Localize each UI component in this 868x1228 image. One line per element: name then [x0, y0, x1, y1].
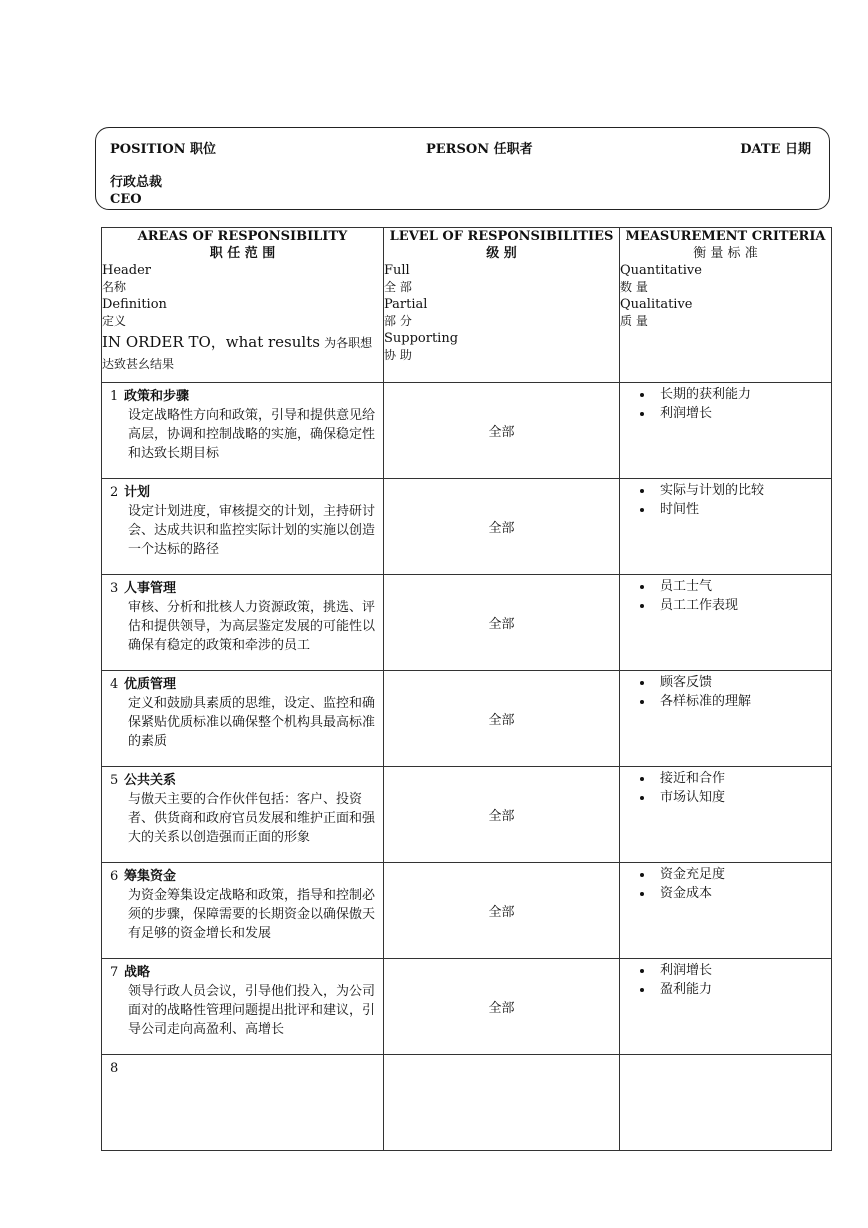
criteria-cell: [620, 1055, 832, 1151]
position-title: [110, 174, 162, 208]
level-cell: [384, 1055, 620, 1151]
criteria-cell: [620, 479, 832, 575]
criteria-list: [620, 961, 831, 999]
header-criteria-title-cn: 衡 量 标 准: [693, 246, 758, 261]
header-areas: [102, 228, 384, 383]
criteria-item: • 接近和合作: [654, 769, 831, 788]
area-number: 7: [110, 965, 119, 980]
area-number: 6: [110, 869, 119, 884]
criteria-item: • 长期的获利能力: [654, 385, 831, 404]
header-line: 数 量: [620, 280, 648, 294]
level-cell: [384, 575, 620, 671]
header-line: Definition: [102, 297, 167, 312]
header-line: 质 量: [620, 314, 648, 328]
header-criteria: [620, 228, 832, 383]
header-areas-title-cn: 职 任 范 围: [209, 246, 276, 261]
level-value: 全部: [488, 809, 515, 824]
area-number: 2: [110, 485, 119, 500]
area-description: 审核、分析和批核人力资源政策，挑选、评估和提供领导，为高层鉴定发展的可能性以确保有稳定的政策和牵涉的员工: [128, 600, 376, 653]
table-row: [102, 767, 832, 863]
area-title: 人事管理: [124, 581, 177, 596]
header-areas-title-en: AREAS OF RESPONSIBILITY: [137, 229, 348, 244]
area-title: 战略: [124, 965, 151, 980]
header-order-to: [102, 332, 383, 375]
criteria-list: [620, 577, 831, 615]
header-line: Header: [102, 263, 152, 278]
level-cell: [384, 671, 620, 767]
criteria-item: • 利润增长: [654, 961, 831, 980]
area-number: 4: [110, 677, 119, 692]
criteria-list: [620, 865, 831, 903]
area-title: 政策和步骤: [124, 389, 190, 404]
criteria-item: • 员工工作表现: [654, 596, 831, 615]
area-title: 筹集资金: [124, 869, 177, 884]
criteria-item: • 利润增长: [654, 404, 831, 423]
area-description: 定义和鼓励具素质的思维，设定、监控和确保紧贴优质标准以确保整个机构具最高标准的素质: [128, 696, 376, 749]
level-value: 全部: [488, 425, 515, 440]
criteria-cell: [620, 671, 832, 767]
position-title-cn: 行政总裁: [110, 175, 163, 190]
responsibility-table: [101, 227, 832, 1151]
criteria-item: • 时间性: [654, 500, 831, 519]
criteria-cell: [620, 767, 832, 863]
area-cell: [102, 1055, 384, 1151]
level-cell: [384, 767, 620, 863]
level-cell: [384, 863, 620, 959]
area-number: 1: [110, 389, 119, 404]
person-label: PERSON 任职者: [426, 142, 533, 157]
area-cell: [102, 767, 384, 863]
criteria-item: • 盈利能力: [654, 980, 831, 999]
area-cell: [102, 479, 384, 575]
area-description: 领导行政人员会议，引导他们投入，为公司面对的战略性管理问题提出批评和建议，引导公司走向高盈利、高增长: [128, 984, 376, 1037]
area-title: 公共关系: [124, 773, 177, 788]
criteria-list: [620, 481, 831, 519]
table-row: [102, 1055, 832, 1151]
area-number: 8: [110, 1061, 119, 1076]
criteria-item: • 各样标准的理解: [654, 692, 831, 711]
criteria-item: • 资金成本: [654, 884, 831, 903]
area-title: 优质管理: [124, 677, 177, 692]
area-cell: [102, 959, 384, 1055]
criteria-list: [620, 673, 831, 711]
criteria-item: • 资金充足度: [654, 865, 831, 884]
header-level-title-en: LEVEL OF RESPONSIBILITIES: [389, 229, 614, 244]
table-row: [102, 479, 832, 575]
level-value: 全部: [488, 617, 515, 632]
level-value: 全部: [488, 521, 515, 536]
level-value: 全部: [488, 1001, 515, 1016]
criteria-cell: [620, 959, 832, 1055]
header-line: Partial: [384, 297, 428, 312]
criteria-cell: [620, 575, 832, 671]
area-number: 3: [110, 581, 119, 596]
header-line: Quantitative: [620, 263, 702, 278]
area-description: 设定计划进度，审核提交的计划，主持研讨会、达成共识和监控实际计划的实施以创造一个达标的路径: [128, 504, 376, 557]
table-row: [102, 575, 832, 671]
area-cell: [102, 671, 384, 767]
criteria-list: [620, 769, 831, 807]
area-cell: [102, 863, 384, 959]
table-header-row: [102, 228, 832, 383]
area-description: 与傲天主要的合作伙伴包括：客户、投资者、供货商和政府官员发展和维护正面和强大的关系以创造强而正面的形象: [128, 792, 376, 845]
criteria-cell: [620, 863, 832, 959]
area-title: 计划: [124, 485, 151, 500]
criteria-item: • 顾客反馈: [654, 673, 831, 692]
position-label: POSITION 职位: [110, 142, 217, 157]
position-info-box: [95, 127, 830, 210]
level-cell: [384, 479, 620, 575]
header-line: Qualitative: [620, 297, 693, 312]
area-cell: [102, 575, 384, 671]
level-value: 全部: [488, 905, 515, 920]
order-to-en: IN ORDER TO，what results: [102, 333, 320, 351]
header-line: 协 助: [384, 348, 412, 362]
level-value: 全部: [488, 713, 515, 728]
date-label: DATE 日期: [740, 142, 811, 157]
header-line: Supporting: [384, 331, 459, 346]
header-line: Full: [384, 263, 410, 278]
criteria-item: • 市场认知度: [654, 788, 831, 807]
position-title-en: CEO: [110, 192, 142, 207]
area-description: 为资金筹集设定战略和政策，指导和控制必须的步骤，保障需要的长期资金以确保傲天有足够的资金增长和发展: [128, 888, 376, 941]
header-criteria-title-en: MEASUREMENT CRITERIA: [625, 229, 826, 244]
table-row: [102, 863, 832, 959]
header-line: 部 分: [384, 314, 412, 328]
header-level: [384, 228, 620, 383]
table-row: [102, 383, 832, 479]
header-line: 定义: [102, 314, 127, 328]
header-level-title-cn: 级 别: [486, 246, 517, 261]
header-line: 名称: [102, 280, 127, 294]
criteria-item: • 实际与计划的比较: [654, 481, 831, 500]
area-description: 设定战略性方向和政策，引导和提供意见给高层，协调和控制战略的实施，确保稳定性和达致长期目标: [128, 408, 376, 461]
level-cell: [384, 959, 620, 1055]
table-row: [102, 671, 832, 767]
header-line: 全 部: [384, 280, 412, 294]
criteria-item: • 员工士气: [654, 577, 831, 596]
level-cell: [384, 383, 620, 479]
criteria-cell: [620, 383, 832, 479]
area-number: 5: [110, 773, 119, 788]
table-row: [102, 959, 832, 1055]
criteria-list: [620, 385, 831, 423]
area-cell: [102, 383, 384, 479]
order-to-cn: 为各职想达致甚幺结果: [102, 336, 373, 371]
